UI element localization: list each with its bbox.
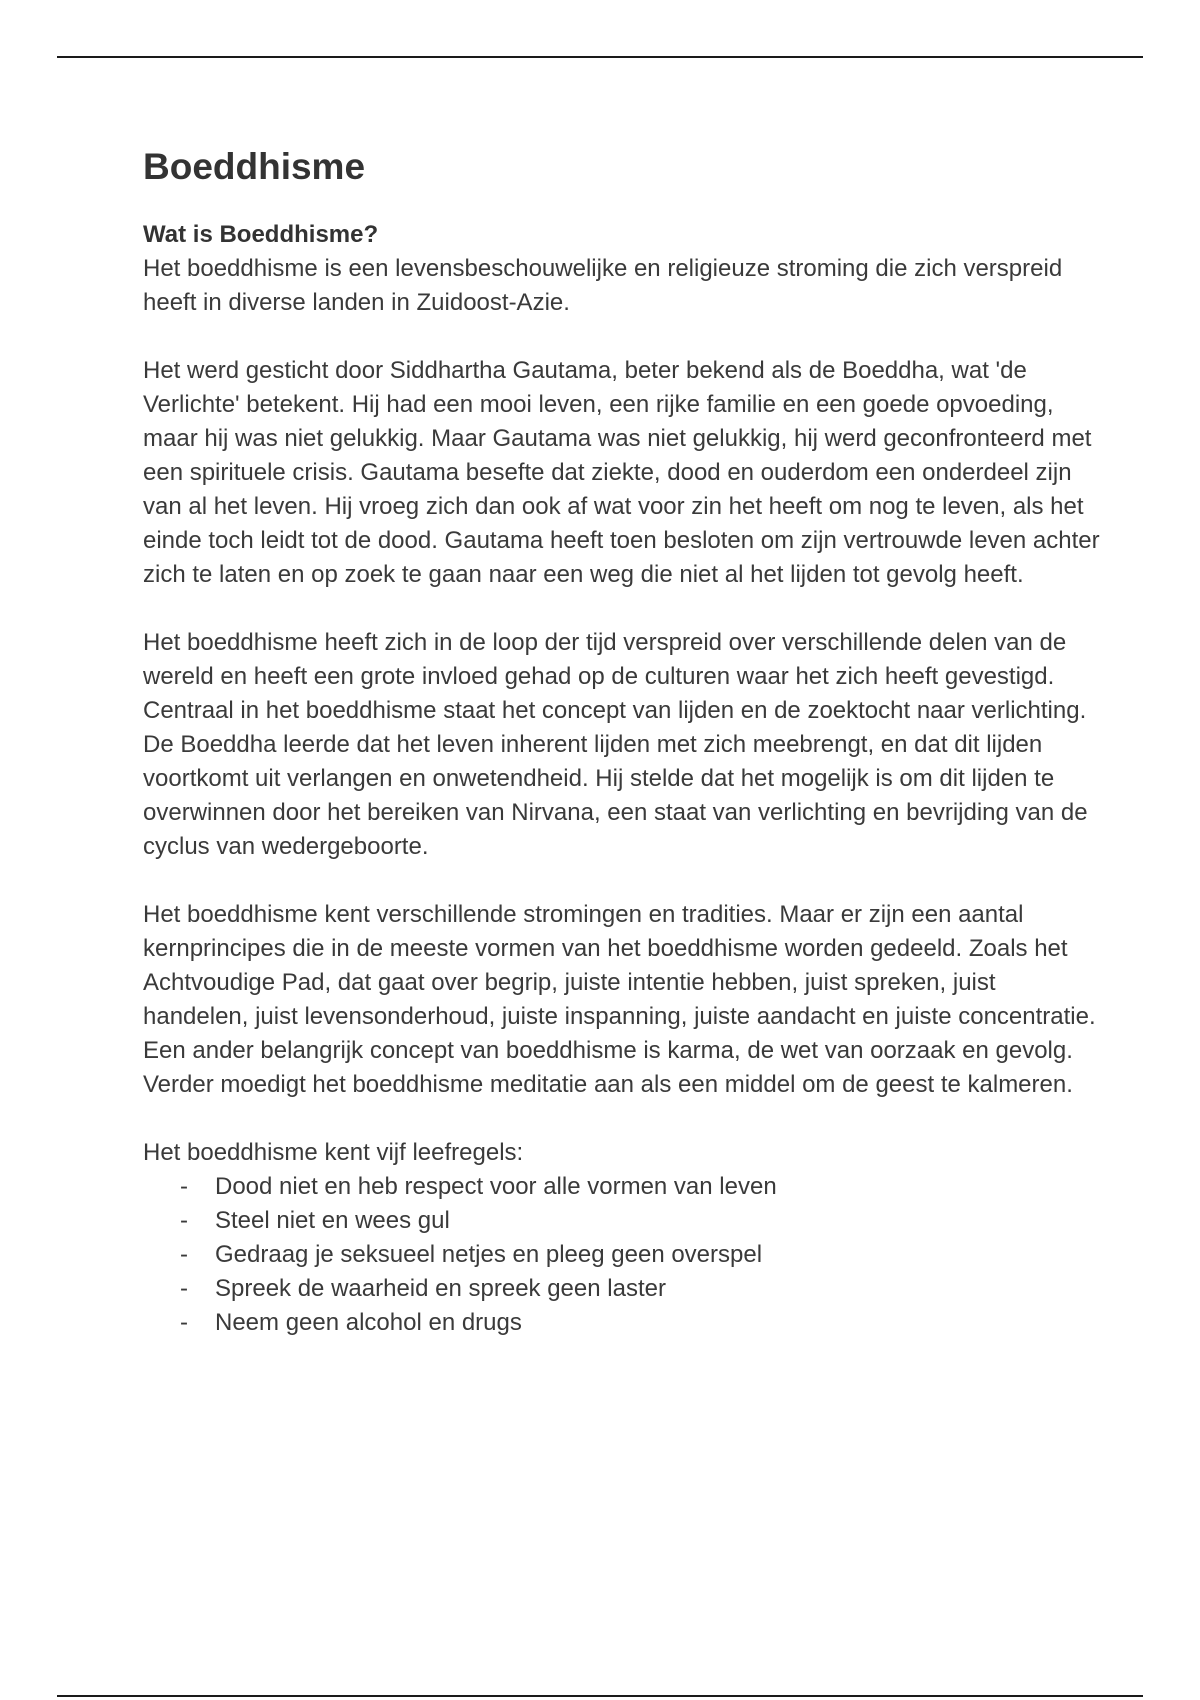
list-item-text: Spreek de waarheid en spreek geen laster [215,1275,666,1302]
precepts-list [143,1170,1103,1340]
list-intro: Het boeddhisme kent vijf leefregels: [143,1139,524,1166]
list-item-text: Neem geen alcohol en drugs [215,1309,522,1336]
paragraph-spread: Het boeddhisme heeft zich in de loop der tijd verspreid over verschillende delen van de wereld en heeft een grote invloed gehad op de culturen waar het zich heeft gevestigd. Centraal in het boeddhisme staat het concept van lijden en de zoektocht naar verlichting. De Boeddha leerde dat het leven inherent lijden met zich meebrengt, en dat dit lijden voortkomt uit verlangen en onwetendheid. Hij stelde dat het mogelijk is om dit lijden te overwinnen door het bereiken van Nirvana, een staat van verlichting en bevrijding van de cyclus van wedergeboorte. [143,629,1088,860]
list-item-text: Dood niet en heb respect voor alle vormen van leven [215,1173,777,1200]
paragraph-intro: Het boeddhisme is een levensbeschouwelijke en religieuze stroming die zich verspreid heeft in diverse landen in Zuidoost-Azie. [143,255,1063,316]
list-marker: - [180,1173,188,1200]
list-marker: - [180,1275,188,1302]
section-heading: Wat is Boeddhisme? [143,221,379,248]
document-body [143,142,1103,1340]
paragraph-origin: Het werd gesticht door Siddhartha Gautama, beter bekend als de Boeddha, wat 'de Verlichte' betekent. Hij had een mooi leven, een rijke familie en een goede opvoeding, maar hij was niet gelukkig. Maar Gautama was niet gelukkig, hij werd geconfronteerd met een spirituele crisis. Gautama besefte dat ziekte, dood en ouderdom een onderdeel zijn van al het leven. Hij vroeg zich dan ook af wat voor zin het heeft om nog te leven, als het einde toch leidt tot de dood. Gautama heeft toen besloten om zijn vertrouwde leven achter zich te laten en op zoek te gaan naar een weg die niet al het lijden tot gevolg heeft. [143,357,1100,588]
list-item-text: Gedraag je seksueel netjes en pleeg geen overspel [215,1241,763,1268]
bottom-rule [57,1695,1143,1697]
list-item [180,1238,1103,1272]
list-item [180,1204,1103,1238]
list-item-text: Steel niet en wees gul [215,1207,450,1234]
list-marker: - [180,1309,188,1336]
list-item [180,1306,1103,1340]
document-title: Boeddhisme [143,146,366,187]
top-rule [57,56,1143,58]
paragraph-principles: Het boeddhisme kent verschillende stromingen en tradities. Maar er zijn een aantal kernprincipes die in de meeste vormen van het boeddhisme worden gedeeld. Zoals het Achtvoudige Pad, dat gaat over begrip, juiste intentie hebben, juist spreken, juist handelen, juist levensonderhoud, juiste inspanning, juiste aandacht en juiste concentratie. Een ander belangrijk concept van boeddhisme is karma, de wet van oorzaak en gevolg. Verder moedigt het boeddhisme meditatie aan als een middel om de geest te kalmeren. [143,901,1096,1098]
list-marker: - [180,1241,188,1268]
list-marker: - [180,1207,188,1234]
list-item [180,1170,1103,1204]
list-item [180,1272,1103,1306]
